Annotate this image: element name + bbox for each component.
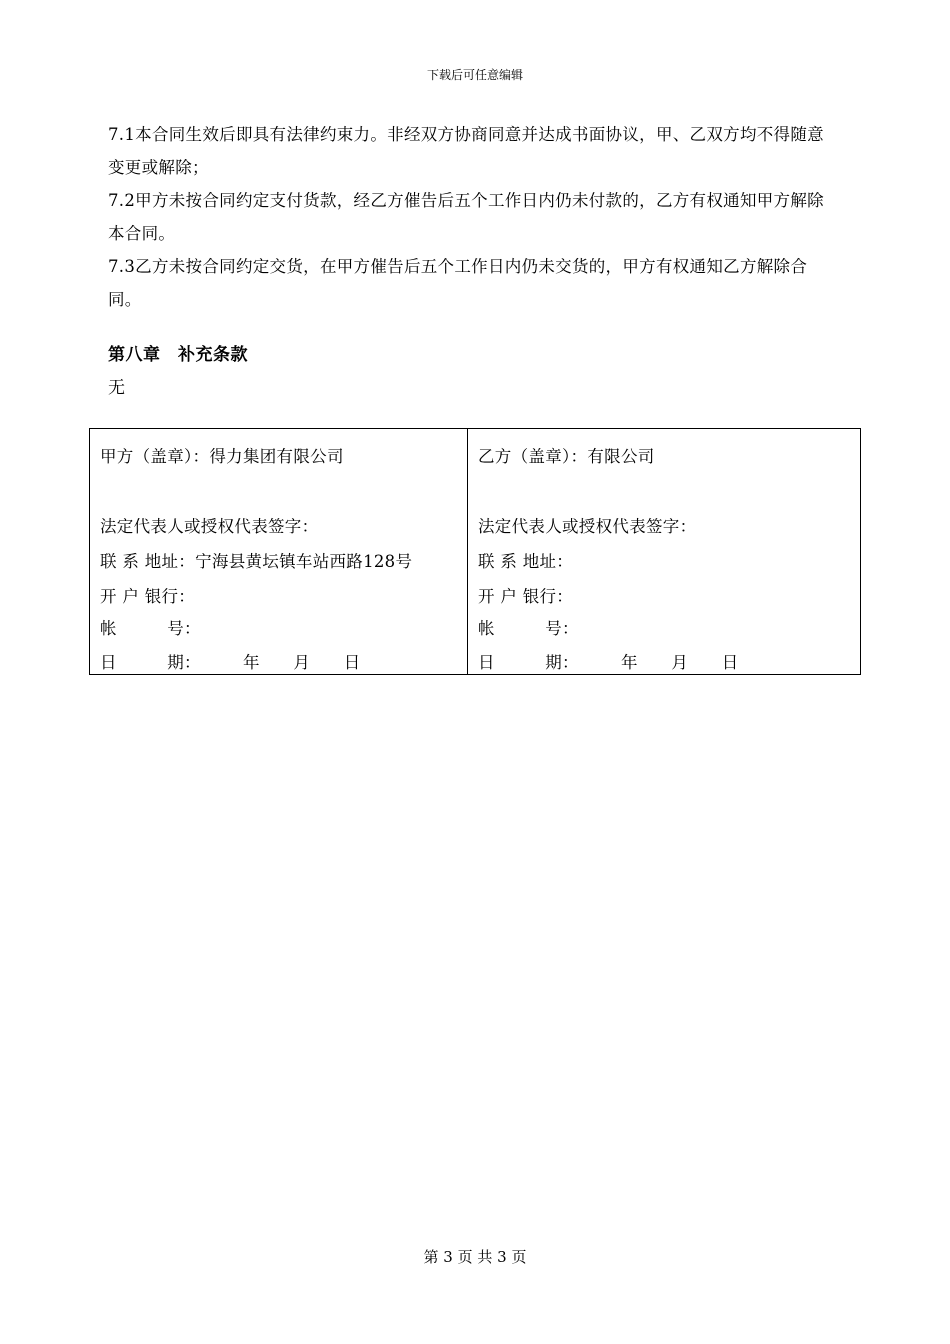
party-b-column [468,429,860,674]
page-header: 下载后可任意编辑 [426,68,523,82]
party-a-account: 帐 号： [100,619,201,638]
party-a-seal: 甲方（盖章）：得力集团有限公司 [100,447,344,466]
page-number: 第 3 页 共 3 页 [423,1248,527,1266]
party-a-column [90,429,468,674]
party-a-date: 日 期： 年 月 日 [100,653,361,672]
clause-7-3: 7.3乙方未按合同约定交货，在甲方催告后五个工作日内仍未交货的，甲方有权通知乙方解除合同。 [108,257,808,309]
party-b-seal: 乙方（盖章）：有限公司 [478,447,655,466]
party-a-address: 联 系 地址：宁海县黄坛镇车站西路128号 [100,552,413,571]
party-b-signature: 法定代表人或授权代表签字： [478,517,697,536]
chapter-title: 第八章 补充条款 [108,345,248,365]
party-b-date: 日 期： 年 月 日 [478,653,739,672]
contract-clauses [108,118,838,316]
party-b-address: 联 系 地址： [478,552,574,571]
party-a-signature: 法定代表人或授权代表签字： [100,517,319,536]
signature-table [89,428,861,675]
clause-7-1: 7.1本合同生效后即具有法律约束力。非经双方协商同意并达成书面协议，甲、乙双方均不得随意变更或解除； [108,125,824,177]
party-b-bank: 开 户 银行： [478,587,574,606]
party-b-account: 帐 号： [478,619,579,638]
clause-7-2: 7.2甲方未按合同约定支付货款，经乙方催告后五个工作日内仍未付款的，乙方有权通知甲方解除本合同。 [108,191,824,243]
chapter-body: 无 [108,378,125,398]
party-a-bank: 开 户 银行： [100,587,196,606]
